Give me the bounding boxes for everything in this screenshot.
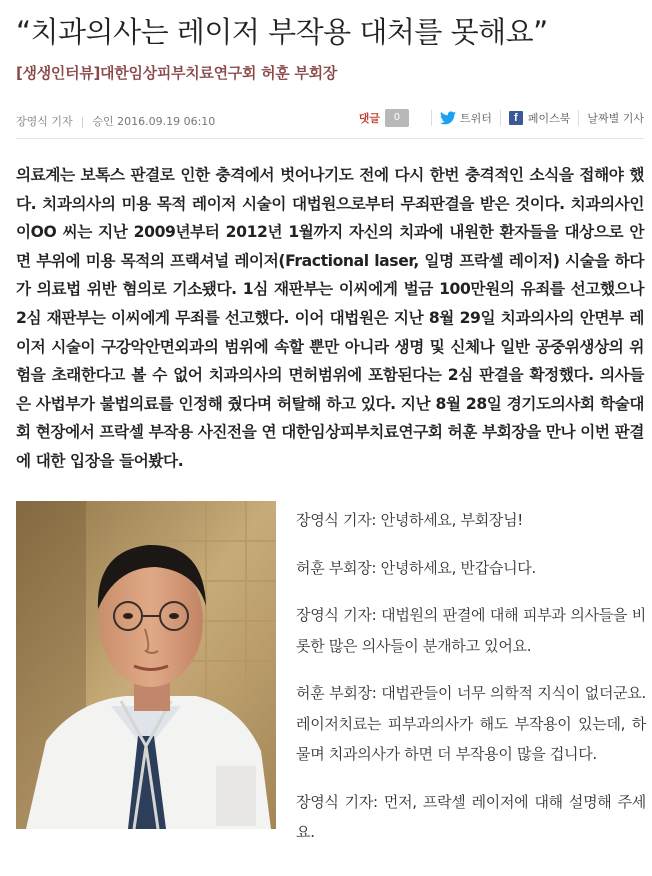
interviewee-photo [16,501,276,829]
portrait-illustration [16,501,276,829]
comment-count-badge[interactable]: 0 [385,109,409,127]
approved-date: 승인 2016.09.19 06:10 [92,115,216,128]
interview-dialogue [296,505,646,865]
article-meta-bar [16,100,644,139]
dialogue-line: 허훈 부회장: 안녕하세요, 반갑습니다. [296,558,536,577]
dialogue-line: 장영식 기자: 먼저, 프락셀 레이저에 대해 설명해 주세요. [296,792,646,841]
dialogue-line: 장영식 기자: 안녕하세요, 부회장님! [296,511,524,529]
comment-link[interactable]: 댓글 [358,112,380,125]
byline [16,113,215,129]
dialogue-line: 허훈 부회장: 대법관들이 너무 의학적 지식이 없더군요. 레이저치료는 피부과의사가 해도 부작용이 있는데, 하물며 치과의사가 하면 더 부작용이 많을 겁니다. [296,684,646,763]
twitter-share-button[interactable] [431,110,492,126]
facebook-share-label: 페이스북 [527,112,571,125]
article-headline: “치과의사는 레이저 부작용 대처를 못해요” [16,15,548,49]
facebook-share-button[interactable] [500,110,571,126]
author-name[interactable]: 장영식 기자 [16,115,73,128]
date-articles-link[interactable]: 날짜별 기사 [578,110,644,126]
article-actions [359,109,644,127]
dialogue-line: 장영식 기자: 대법원의 판결에 대해 피부과 의사들을 비롯한 많은 의사들이 분개하고 있어요. [296,606,646,655]
byline-divider: | [80,115,85,128]
twitter-bird-icon [440,111,456,125]
facebook-f-icon: f [509,111,523,125]
article-lead-paragraph: 의료계는 보톡스 판결로 인한 충격에서 벗어나기도 전에 다시 한번 충격적인 소식을 접해야 했다. 치과의사의 미용 목적 레이저 시술이 대법원으로부터 무죄판결을 받은 것이다. 치과의사인 이OO 씨는 지난 2009년부터 2012년 1월까지 자신의 치과에 내원한 환자들을 대상으로 안면 부위에 미용 목적의 프랙셔널 레이저(Fractional laser, 일명 프락셀 레이저) 시술을 하다가 의료법 위반 혐의로 기소됐다. 1심 재판부는 이씨에게 벌금 100만원의 유죄를 선고했으나 2심 재판부는 이씨에게 무죄를 선고했다. 이어 대법원은 지난 8월 29일 치과의사의 안면부 레이저 시술이 구강악안면외과의 범위에 속할 뿐만 아니라 생명 및 신체나 일반 공중위생상의 위험을 초래한다고 볼 수 없어 치과의사의 면허범위에 포함된다는 2심 판결을 확정했다. 의사들은 사법부가 불법의료를 인정해 줬다며 허탈해 하고 있다. 지난 8월 28일 경기도의사회 학술대회 현장에서 프락셀 부작용 사진전을 연 대한임상피부치료연구회 허훈 부회장을 만나 이번 판결에 대한 입장을 들어봤다. [16,166,644,470]
twitter-share-label: 트위터 [459,112,492,125]
article-subhead: [생생인터뷰]대한임상피부치료연구회 허훈 부회장 [16,64,337,82]
